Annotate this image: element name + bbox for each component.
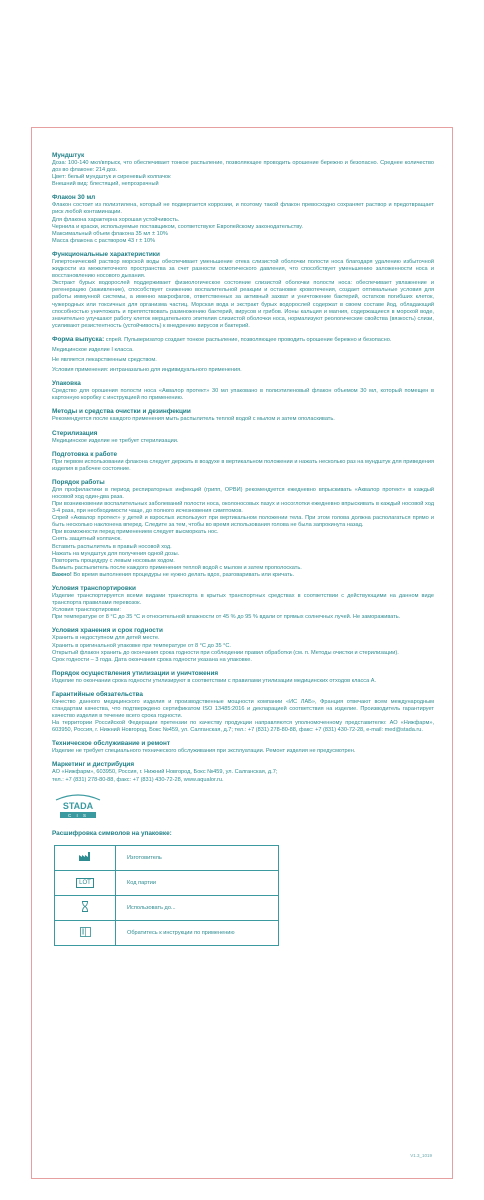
section-text: Изделие по окончании срока годности утилизируют в соответствии с правилами утилизации медицинских отходов класса А. [52,677,377,684]
section-text: При первом использовании флакона следует держать в воздухе в вертикальном положении и нажать несколько раз на мундштук для приведения изделия в рабочее состояние. [52,458,434,472]
legend-row [55,845,279,870]
logo-subtext: C I S [67,812,89,818]
important-note [52,572,434,579]
section-title: Порядок осуществления утилизации и уничтожения [52,669,219,677]
section-bottle [52,194,434,245]
section-text: При возможности перед применением следует высморкать нос. [52,529,219,536]
section-text: Для флакона характерна хорошая устойчивость. [52,216,180,223]
section-text: Гипертонический раствор морской воды обеспечивает уменьшение отека слизистой оболочки полости носа благодаря удалению избыточной жидкости из межклеточного пространства за счет разности осмотического давления, что способствует уменьшению заложенности носа и восстановлению носового дыхания. [52,258,434,280]
section-title: Стерилизация [52,429,98,437]
section-text: Не является лекарственным средством. [52,357,157,364]
lot-symbol: LOT [76,878,94,888]
stada-logo [54,792,102,820]
section-title: Функциональные характеристики [52,250,160,258]
section-text: Медицинское изделие не требует стерилизации. [52,437,179,444]
section-text: Для профилактики в период респираторных инфекций (грипп, ОРВИ) рекомендуется ежедневно впрыскивать «Аквалор протект» в каждый носовой ход один-два раза. [52,486,434,500]
section-title: Условия хранения и срок годности [52,627,163,635]
section-text: Средство для орошения полости носа «Аквалор протект» 30 мл упаковано в полиэтиленовый флакон объемом 30 мл, который помещен в картонную коробку с инструкцией по применению. [52,388,434,402]
important-text: Во время выполнения процедуры не нужно делать вдох, разговаривать или кричать. [71,571,295,578]
logo-text: STADA [62,800,94,811]
leaflet-content [52,152,434,946]
section-text: Хранить в недоступном для детей месте. [52,635,160,642]
lot-icon [55,870,116,895]
section-text: Повторить процедуру с левым носовым ходом. [52,557,175,564]
section-text: Максимальный объем флакона 35 мл ± 10% [52,230,168,237]
section-title: Маркетинг и дистрибуция [52,761,135,769]
section-title: Методы и средства очистки и дезинфекции [52,408,191,416]
instructions-icon [55,920,116,945]
section-functional [52,251,434,330]
section-text: тел.: +7 (831) 278-80-88, факс: +7 (831) 430-72-28, www.aqualor.ru. [52,776,224,783]
section-text: Внешний вид: блестящий, непрозрачный [52,181,159,188]
section-text: Вставить распылитель в правый носовой ход. [52,543,172,550]
manufacturer-icon [55,845,116,870]
section-text: Снять защитный колпачок. [52,536,122,543]
legend-title: Расшифровка символов на упаковке: [52,829,172,837]
section-marketing [52,761,434,783]
section-title: Упаковка [52,380,81,388]
section-release-form [52,336,434,374]
section-text: При температуре от 8 °С до 35 °С и относительной влажности от 45 % до 95 % вдали от прямых солнечных лучей. Не замораживать. [52,614,401,621]
section-disposal [52,670,434,685]
section-text: Условия применения: интраназально для индивидуального применения. [52,367,242,374]
section-text: При возникновении воспалительных заболеваний полости носа, околоносовых пазух и носоглотки ежедневно впрыскивать в каждый носовой ход 3-4 раза, при необходимости чаще, до полного исчезновения симптомов. [52,501,434,515]
release-form-line [52,336,434,344]
section-transport [52,585,434,621]
legend-label: Код партии [116,870,279,895]
section-text: На территории Российской Федерации претензии по качеству продукции направляются уполномоченному представителю: АО «Нижфарм», 603950, Россия, г. Нижний Новгород, Бокс №459, ул. Салганская, д.7; тел.: +7 (831) 278-80-88, факс: +7 (831) 430-72-28, e-mail: med@stada.ru. [52,720,434,734]
section-title: Гарантийные обязательства [52,690,143,698]
section-title: Мундштук [52,152,85,159]
hourglass-icon [55,895,116,920]
section-text: Хранить в оригинальной упаковке при температуре от 8 °С до 35 °С. [52,642,231,649]
section-cleaning [52,408,434,423]
section-text: Качество данного медицинского изделия и производственные мощности компании «ИС ЛАБ», Франция отвечают всем международным стандартам качества, что подтверждено сертификатом ISO 13485:2016 и декларацией соответствия на изделие. Производитель гарантирует качество изделия в течение всего срока годности. [52,698,434,720]
legend-label: Изготовитель [116,845,279,870]
section-title: Форма выпуска: [52,335,105,343]
section-text: Рекомендуется после каждого применения мыть распылитель теплой водой с мылом и затем ополаскивать. [52,416,335,423]
section-title: Техническое обслуживание и ремонт [52,740,170,748]
section-title: Подготовка к работе [52,450,118,458]
section-text: Доза: 100-140 мкл/впрыск, что обеспечивает тонкое распыление, позволяющее проводить орошение бережно и безопасно. Среднее количество доз во флаконе: 214 доз. [52,160,434,174]
section-text: Экстракт бурых водорослей поддерживает физиологическое состояние слизистой оболочки полости носа: обеспечивает увлажнение и регенерацию (заживление), способствует снижению воспалительной реакции и остановке кровотечения, создает оптимальные условия для работы иммунной системы, а именно макрофагов, ответственных за активный захват и уничтожение бактерий, остатков погибших клеток, чужеродных или токсичных для организма частиц. Морская вода и экстракт бурых водорослей содержат в своем составе йод, обладающий способностью уничтожать и препятствовать размножению бактерий, вирусов и грибов. Ионы кальция и магния, содержащиеся в морской воде, значительно улучшают работу клеток мерцательного эпителия слизистой оболочки носа, нормализуют реологические свойства (вязкость) слизи, усиливают резистентность (устойчивость) к внедрению вирусов и бактерий. [52,280,434,329]
section-sterilization [52,430,434,445]
section-title: Условия транспортировки [52,585,136,593]
section-mouthpiece [52,152,434,188]
section-text: Цвет: белый мундштук и сиреневый колпачок [52,174,171,181]
section-text: Открытый флакон хранить до окончания срока годности при соблюдении правил обработки (см. п. Методы очистки и стерилизации). [52,649,399,656]
legend-label: Использовать до... [116,895,279,920]
section-packaging [52,380,434,402]
section-storage [52,627,434,663]
section-preparation [52,451,434,473]
section-procedure [52,479,434,579]
section-text: Условия транспортировки: [52,607,121,614]
legend-row [55,920,279,945]
legend-label: Обратитесь к инструкции по применению [116,920,279,945]
legend-row [55,870,279,895]
section-text: Изделие транспортируется всеми видами транспорта в крытых транспортных средствах в соответствии с действующими на данном виде транспорта правилами перевозок. [52,593,434,607]
important-label: Важно! [52,571,72,578]
section-text: Срок годности – 3 года. Дата окончания срока годности указана на упаковке. [52,656,252,663]
section-title: Порядок работы [52,478,105,486]
section-title: Флакон 30 мл [52,194,96,202]
section-text: Изделие не требует специального технического обслуживания при эксплуатации. Ремонт изделия не предусмотрен. [52,748,356,755]
section-text: спрей. Пульверизатор создает тонкое распыление, позволяющее проводить орошение бережно и безопасно. [104,336,392,343]
section-text: АО «Нижфарм», 603950, Россия, г. Нижний Новгород, Бокс №459, ул. Салганская, д.7; [52,769,278,776]
version-code: V1.3_1019 [410,1153,432,1158]
symbols-legend [54,845,279,946]
section-text: Чернила и краски, используемые поставщиком, соответствуют Европейскому законодательству. [52,223,303,230]
section-text: Нажать на мундштук для получения одной дозы. [52,550,180,557]
section-warranty [52,691,434,734]
section-text: Медицинское изделие I класса. [52,346,134,353]
section-maintenance [52,740,434,755]
section-text: Вымыть распылитель после каждого применения теплой водой с мылом и затем прополоскать. [52,564,302,571]
section-text: Флакон состоит из полиэтилена, который не подвергается коррозии, и поэтому такой флакон превосходно сохраняет раствор и предотвращает риск любой контаминации. [52,202,434,216]
section-text: Спрей «Аквалор протект» у детей и взрослых используют при вертикальном положении тела. При этом голова должна располагаться прямо и быть несколько наклонена вперед. Следите за тем, чтобы во время использования голова не была запрокинута назад. [52,515,434,529]
legend-row [55,895,279,920]
section-text: Масса флакона с раствором 43 г ± 10% [52,237,156,244]
